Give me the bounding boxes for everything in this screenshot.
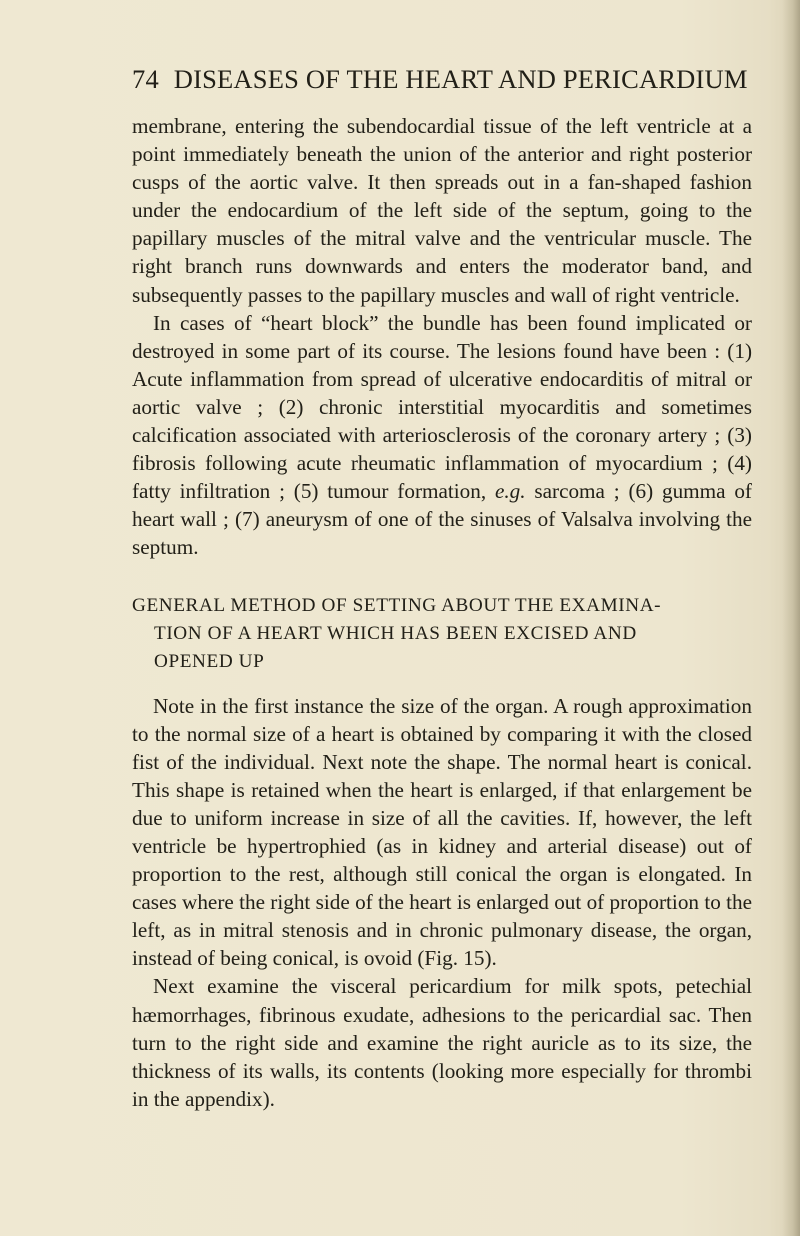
page-edge-shadow [782,0,800,1236]
section-heading [132,592,752,676]
paragraph-size-shape: Note in the first instance the size of the organ. A rough approximation to the normal size of a heart is obtained by comparing it with the closed fist of the individual. Next note the shape. The normal heart is conical. This shape is retained when the heart is enlarged, if that enlargement be due to uniform increase in size of all the cavities. If, however, the left ventricle be hypertrophied (as in kidney and arterial disease) out of proportion to the rest, although still conical the organ is elongated. In cases where the right side of the heart is enlarged out of proportion to the left, as in mitral stenosis and in chronic pulmonary disease, the organ, instead of being conical, is ovoid (Fig. 15). [132,693,752,971]
page-number: 74 [132,64,159,94]
paragraph-heart-block [132,309,752,562]
heading-line: GENERAL METHOD OF SETTING ABOUT THE EXAMINA- [132,594,662,616]
heading-line: OPENED UP [154,650,265,672]
running-head [132,64,752,95]
heading-line: TION OF A HEART WHICH HAS BEEN EXCISED AND [154,622,637,644]
body-text [132,112,752,1113]
paragraph-pericardium: Next examine the visceral pericardium for milk spots, petechial hæmorrhages, fibrinous exudate, adhesions to the pericardial sac. Then turn to the right side and examine the right auricle as to its size, the thickness of its walls, its contents (looking more especially for thrombi in the appendix). [132,974,752,1111]
italic-abbreviation: e.g. [494,479,526,504]
paragraph-continuation: membrane, entering the subendocardial tissue of the left ventricle at a point immediately beneath the union of the anterior and right posterior cusps of the aortic valve. It then spreads out in a fan-shaped fashion under the endocardium of the left side of the septum, going to the papillary muscles of the mitral valve and the ventricular muscle. The right branch runs downwards and enters the moderator band, and subsequently passes to the papillary muscles and wall of right ventricle. [132,114,752,307]
paragraph-text: In cases of “heart block” the bundle has been found implicated or destroyed in some part of its course. The lesions found have been : (1) Acute inflammation from spread of ulcerative endocarditis of mitral or aortic valve ; (2) chronic interstitial myocarditis and sometimes calcification associated with arteriosclerosis of the coronary artery ; (3) fibrosis following acute rheumatic inflammation of myocardium ; (4) fatty infiltration ; (5) tumour formation, [132,310,752,504]
running-title: DISEASES OF THE HEART AND PERICARDIUM [173,64,748,94]
paragraph-text: sarcoma ; (6) gumma of heart wall ; (7) aneurysm of one of the sinuses of Valsalva involving the septum. [132,479,752,560]
